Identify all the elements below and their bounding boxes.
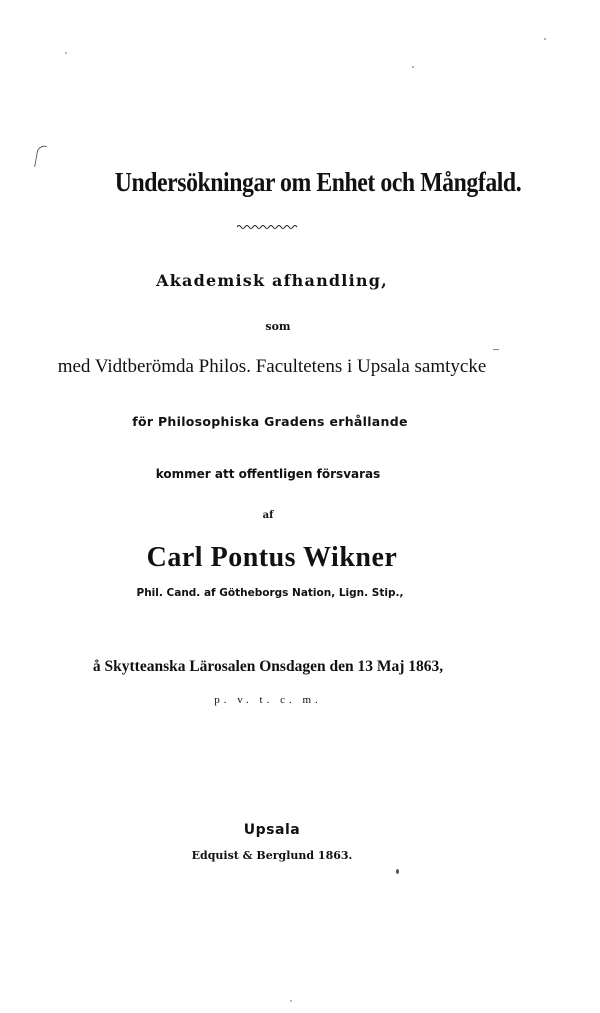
degree-line: för Philosophiska Gradens erhållande: [132, 414, 408, 429]
publisher-line: Edquist & Berglund 1863.: [191, 849, 353, 862]
document-genre: Akademisk afhandling,: [156, 271, 388, 290]
ink-speck: [412, 66, 414, 68]
faculty-line: med Vidtberömda Philos. Facultetens i Upsala samtycke: [57, 356, 487, 377]
af-text: af: [262, 510, 274, 521]
document-title: Undersökningar om Enhet och Mångfald.: [114, 167, 522, 197]
defense-line: kommer att offentligen försvaras: [155, 467, 381, 481]
som-text: som: [265, 320, 291, 333]
pvtcm-text: p. v. t. c. m.: [214, 694, 322, 706]
ink-speck: [290, 1000, 292, 1002]
author-credentials: Phil. Cand. af Götheborgs Nation, Lign. Stip.,: [136, 587, 404, 599]
venue-line: å Skytteanska Lärosalen Onsdagen den 13 Maj 1863,: [92, 658, 444, 675]
pencil-mark: [34, 144, 47, 168]
ink-speck: [544, 38, 546, 40]
publication-place: Upsala: [243, 822, 301, 838]
ink-speck: [65, 52, 67, 54]
ink-speck: [396, 869, 399, 874]
author-name: Carl Pontus Wikner: [146, 542, 398, 573]
wavy-rule-ornament: [237, 224, 299, 230]
ink-speck: [493, 349, 499, 350]
